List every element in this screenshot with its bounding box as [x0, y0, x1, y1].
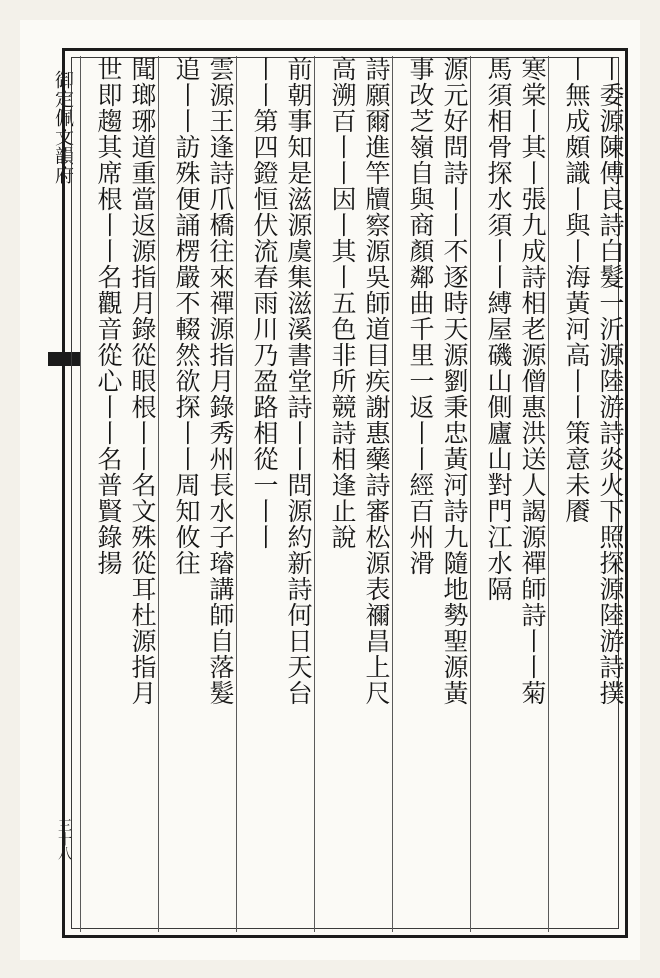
text-column-10: 丨丨第四鐙恒伏流春雨川乃盈路相從一丨丨 — [250, 56, 279, 550]
text-column-7: 詩願爾進竿牘察源吳師道目疾謝惠藥詩審松源表禰昌上尺 — [362, 56, 391, 706]
text-column-3: 寒棠丨其丨張九成詩相老源僧惠洪送人謁源禪師詩丨丨菊 — [518, 56, 547, 706]
column-rule — [80, 56, 81, 932]
folio-number: 三十八 — [56, 818, 72, 860]
text-column-6: 事改芝嶺自與商顏鄰曲千里一返丨丨經百州滑 — [406, 56, 435, 576]
text-column-14: 世即趨其席根丨丨名觀音從心丨丨名普賢錄揚 — [94, 56, 123, 576]
document-page — [20, 20, 640, 960]
text-column-8: 高溯百丨丨因丨其丨五色非所競詩相逢止說 — [328, 56, 357, 550]
text-column-9: 前朝事知是滋源虞集滋溪書堂詩丨丨問源約新詩何日天台 — [284, 56, 313, 706]
book-title: 御定佩文韻府 — [52, 70, 74, 184]
text-column-2: 丨無成頗識丨與丨海黃河高丨丨策意未餍 — [562, 56, 591, 524]
text-column-5: 源元好問詩丨丨不逐時天源劉秉忠黃河詩九隨地勢聖源黃 — [440, 56, 469, 706]
text-column-1: 丨委源陳傅良詩白髮一沂源陸游詩炎火下照探源陸游詩撲 — [596, 56, 625, 706]
text-column-11: 雲源王逢詩爪橋往來禪源指月錄秀州長水子璿講師自落髮 — [206, 56, 235, 706]
text-column-12: 追丨丨訪殊便誦楞嚴不輟然欲探丨丨周知攸往 — [172, 56, 201, 576]
text-column-13: 聞瑯琊道重當返源指月錄從眼根丨丨名文殊從耳杜源指月 — [128, 56, 157, 706]
text-column-4: 馬須相骨探水須丨丨縛屋磯山側廬山對門江水隔 — [484, 56, 513, 602]
